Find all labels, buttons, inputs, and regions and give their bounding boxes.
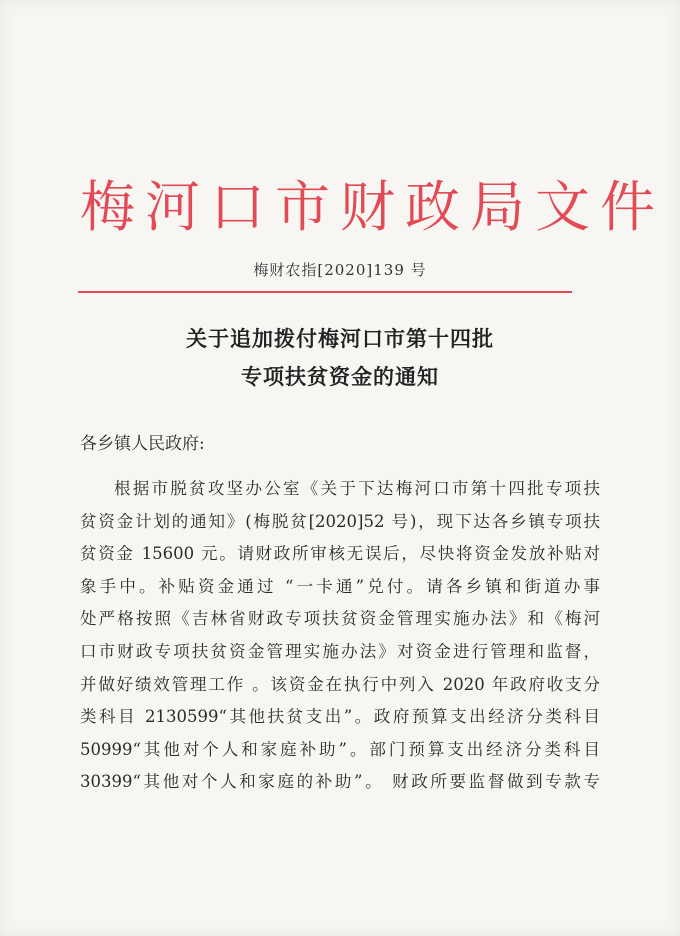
salutation: 各乡镇人民政府:: [80, 434, 205, 454]
body-line: 象手中。补贴资金通过 “一卡通”兑付。请各乡镇和街道办事: [80, 576, 600, 596]
body-line: 并做好绩效管理工作 。该资金在执行中列入 2020 年政府收支分: [80, 674, 600, 694]
document-number: 梅财农指[2020]139 号: [253, 261, 427, 279]
document-subject: [80, 320, 600, 396]
red-divider-line: [78, 291, 572, 293]
body-line: 口市财政专项扶贫资金管理实施办法》对资金进行管理和监督，: [80, 641, 600, 661]
body-text: [80, 473, 600, 799]
body-line: 根据市脱贫攻坚办公室《关于下达梅河口市第十四批专项扶: [114, 479, 600, 498]
body-line: 贫资金 15600 元。请财政所审核无误后，尽快将资金发放补贴对: [80, 544, 600, 564]
body-line: 贫资金计划的通知》(梅脱贫[2020]52 号)，现下达各乡镇专项扶: [80, 511, 600, 531]
subject-line-2: 专项扶贫资金的通知: [241, 364, 439, 389]
body-line: 30399“其他对个人和家庭的补助”。 财政所要监督做到专款专: [80, 772, 600, 792]
body-line: 类科目 2130599“其他扶贫支出”。政府预算支出经济分类科目: [80, 707, 600, 727]
body-line: 处严格按照《吉林省财政专项扶贫资金管理实施办法》和《梅河: [80, 609, 600, 629]
body-line: 50999“其他对个人和家庭补助”。部门预算支出经济分类科目: [80, 739, 600, 759]
subject-line-1: 关于追加拨付梅河口市第十四批: [186, 326, 494, 351]
issuer-header-title: 梅河口市财政局文件: [80, 175, 666, 239]
